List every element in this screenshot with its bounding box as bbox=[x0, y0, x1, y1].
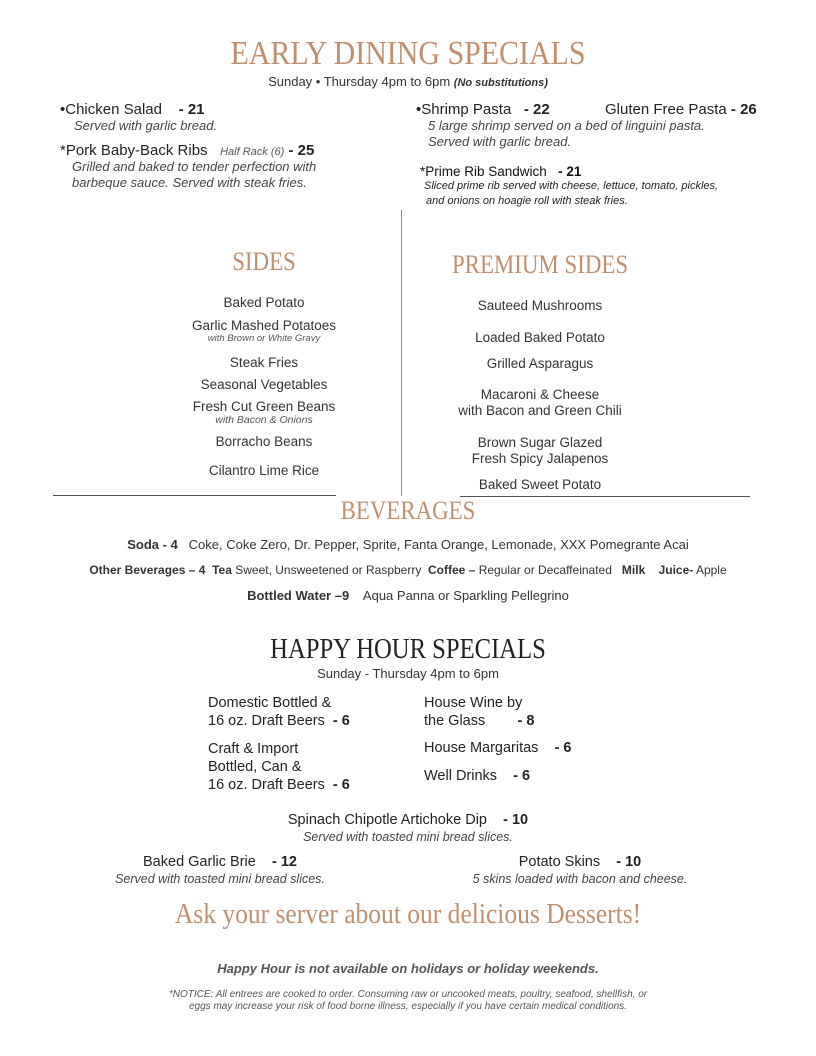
happy-hour-title: HAPPY HOUR SPECIALS bbox=[270, 634, 546, 665]
premium-side-label: Grilled Asparagus bbox=[486, 356, 594, 371]
item-name: Gluten Free Pasta bbox=[605, 101, 727, 118]
juice-list: Apple bbox=[695, 563, 727, 577]
hh-item-desc: Served with toasted mini bread slices. bbox=[115, 872, 325, 886]
premium-side-item bbox=[420, 477, 660, 492]
item-desc-line2: and onions on hoagie roll with steak fries. bbox=[426, 195, 628, 207]
pork-ribs-item bbox=[60, 142, 316, 191]
hh-item-price: - 8 bbox=[517, 713, 535, 729]
item-size: Half Rack (6) bbox=[220, 146, 285, 158]
hh-item-line2: Bottled, Can & bbox=[208, 759, 302, 775]
subtitle-note: (No substitutions) bbox=[453, 77, 548, 89]
item-price: - 21 bbox=[178, 101, 205, 118]
hh-item-line1: Domestic Bottled & bbox=[208, 695, 332, 711]
hh-item-name: Potato Skins bbox=[518, 854, 601, 870]
gluten-free-item bbox=[605, 101, 757, 118]
notice-line2: eggs may increase your risk of food borne illness, especially if you have certain medical conditions. bbox=[189, 1001, 627, 1012]
premium-side-label: Sauteed Mushrooms bbox=[477, 298, 603, 313]
premium-side-item bbox=[420, 387, 660, 418]
side-label: Steak Fries bbox=[229, 355, 299, 370]
hh-domestic-beer bbox=[208, 694, 350, 730]
hh-brie bbox=[90, 853, 350, 887]
item-price: - 22 bbox=[523, 101, 550, 118]
hh-item-price: - 6 bbox=[513, 768, 531, 784]
hh-item-desc: Served with toasted mini bread slices. bbox=[303, 830, 513, 844]
side-item bbox=[164, 355, 364, 370]
other-beverages-line bbox=[0, 563, 816, 577]
item-desc-line1: Grilled and baked to tender perfection with bbox=[72, 159, 317, 174]
food-safety-notice bbox=[0, 989, 816, 1013]
desserts-text: Ask your server about our delicious Desserts! bbox=[174, 898, 642, 930]
hh-dip bbox=[0, 811, 816, 845]
other-label: Other Beverages bbox=[89, 563, 186, 577]
premium-side-item bbox=[420, 330, 660, 345]
holiday-note: Happy Hour is not available on holidays or holiday weekends. bbox=[217, 961, 599, 976]
happy-hour-subtitle: Sunday - Thursday 4pm to 6pm bbox=[317, 666, 499, 681]
soda-list: Coke, Coke Zero, Dr. Pepper, Sprite, Fanta Orange, Lemonade, XXX Pomegrante Acai bbox=[188, 537, 689, 552]
coffee-label: Coffee – bbox=[428, 563, 476, 577]
side-label: Fresh Cut Green Beans bbox=[192, 399, 336, 414]
item-desc-line1: Sliced prime rib served with cheese, lettuce, tomato, pickles, bbox=[424, 180, 719, 192]
premium-sides-section bbox=[420, 249, 660, 281]
water-list: Aqua Panna or Sparkling Pellegrino bbox=[362, 588, 569, 603]
tea-label: Tea bbox=[212, 563, 232, 577]
hh-well-drinks bbox=[424, 767, 530, 785]
item-name: •Shrimp Pasta bbox=[416, 101, 512, 118]
hh-potato-skins bbox=[450, 853, 710, 887]
water-label: Bottled Water –9 bbox=[247, 588, 350, 603]
premium-sides-title: PREMIUM SIDES bbox=[451, 250, 629, 279]
chicken-salad-item bbox=[60, 101, 217, 134]
side-sub: with Brown or White Gravy bbox=[207, 333, 321, 344]
premium-side-item bbox=[420, 356, 660, 371]
side-item bbox=[164, 399, 364, 426]
column-divider bbox=[401, 210, 402, 496]
milk-label: Milk bbox=[621, 563, 646, 577]
hh-item-name: Well Drinks bbox=[424, 768, 498, 784]
hh-item-price: - 10 bbox=[616, 854, 642, 870]
hh-item-price: - 6 bbox=[554, 740, 572, 756]
item-desc-line1: 5 large shrimp served on a bed of linguini pasta. bbox=[428, 118, 705, 133]
premium-side-label: Macaroni & Cheese bbox=[480, 387, 600, 402]
hh-house-wine bbox=[424, 694, 534, 730]
soda-label: Soda - 4 bbox=[127, 537, 178, 552]
side-sub: with Bacon & Onions bbox=[215, 414, 313, 426]
premium-side-item bbox=[420, 435, 660, 466]
hh-item-name: Baked Garlic Brie bbox=[143, 854, 256, 870]
happy-hour-header bbox=[0, 634, 816, 681]
hh-item-price: - 6 bbox=[332, 777, 350, 793]
hh-item-desc: 5 skins loaded with bacon and cheese. bbox=[472, 872, 688, 886]
water-line bbox=[0, 588, 816, 603]
item-price: - 26 bbox=[730, 101, 757, 118]
hh-item-line2: 16 oz. Draft Beers bbox=[208, 713, 325, 729]
hh-item-line1: Craft & Import bbox=[208, 741, 299, 757]
item-desc-line2: Served with garlic bread. bbox=[428, 134, 572, 149]
beverages-section bbox=[0, 495, 816, 527]
side-label: Baked Potato bbox=[223, 295, 305, 310]
side-label: Garlic Mashed Potatoes bbox=[191, 318, 337, 333]
hh-item-price: - 10 bbox=[503, 812, 529, 828]
page-title: EARLY DINING SPECIALS bbox=[230, 35, 586, 72]
side-label: Borracho Beans bbox=[215, 434, 313, 449]
side-item bbox=[164, 463, 364, 478]
premium-side-item bbox=[420, 298, 660, 313]
side-item bbox=[164, 377, 364, 392]
premium-side-label-line2: Fresh Spicy Jalapenos bbox=[471, 451, 609, 466]
hh-item-name: Spinach Chipotle Artichoke Dip bbox=[287, 812, 487, 828]
hh-item-price: - 6 bbox=[332, 713, 350, 729]
notice-line1: *NOTICE: All entrees are cooked to order. Consuming raw or uncooked meats, poultry, seafood, shellfish, or bbox=[168, 989, 648, 1000]
subtitle-hours: Sunday • Thursday 4pm to 6pm bbox=[268, 74, 451, 89]
item-price: - 21 bbox=[558, 164, 582, 179]
other-price: – 4 bbox=[188, 563, 206, 577]
item-desc: Served with garlic bread. bbox=[74, 118, 218, 133]
sides-section bbox=[164, 246, 364, 278]
juice-label: Juice- bbox=[658, 563, 694, 577]
side-item bbox=[164, 295, 364, 310]
hh-margaritas bbox=[424, 739, 571, 757]
soda-line bbox=[0, 537, 816, 552]
premium-side-label: Brown Sugar Glazed bbox=[477, 435, 603, 450]
item-name: *Pork Baby-Back Ribs bbox=[60, 142, 208, 159]
item-name: •Chicken Salad bbox=[60, 101, 162, 118]
item-price: - 25 bbox=[288, 142, 315, 159]
side-item bbox=[164, 318, 364, 344]
hh-item-name: House Margaritas bbox=[424, 740, 539, 756]
hh-item-line3: 16 oz. Draft Beers bbox=[208, 777, 325, 793]
premium-side-label: Baked Sweet Potato bbox=[478, 477, 602, 492]
hh-item-price: - 12 bbox=[271, 854, 297, 870]
hh-item-line1: House Wine by bbox=[424, 695, 523, 711]
prime-rib-item bbox=[420, 164, 718, 209]
page-subtitle bbox=[0, 74, 816, 89]
hh-item-line2: the Glass bbox=[424, 713, 486, 729]
desserts-callout bbox=[0, 896, 816, 932]
tea-list: Sweet, Unsweetened or Raspberry bbox=[235, 563, 422, 577]
premium-side-label: Loaded Baked Potato bbox=[475, 330, 605, 345]
beverages-title: BEVERAGES bbox=[340, 496, 476, 525]
item-name: *Prime Rib Sandwich bbox=[420, 164, 547, 179]
side-item bbox=[164, 434, 364, 449]
side-label: Seasonal Vegetables bbox=[200, 377, 328, 392]
premium-side-label-line2: with Bacon and Green Chili bbox=[458, 403, 622, 418]
hh-craft-beer bbox=[208, 740, 350, 794]
sides-title: SIDES bbox=[232, 247, 296, 276]
item-desc-line2: barbeque sauce. Served with steak fries. bbox=[72, 175, 307, 190]
header bbox=[0, 34, 816, 89]
side-label: Cilantro Lime Rice bbox=[208, 463, 320, 478]
coffee-list: Regular or Decaffeinated bbox=[478, 563, 612, 577]
